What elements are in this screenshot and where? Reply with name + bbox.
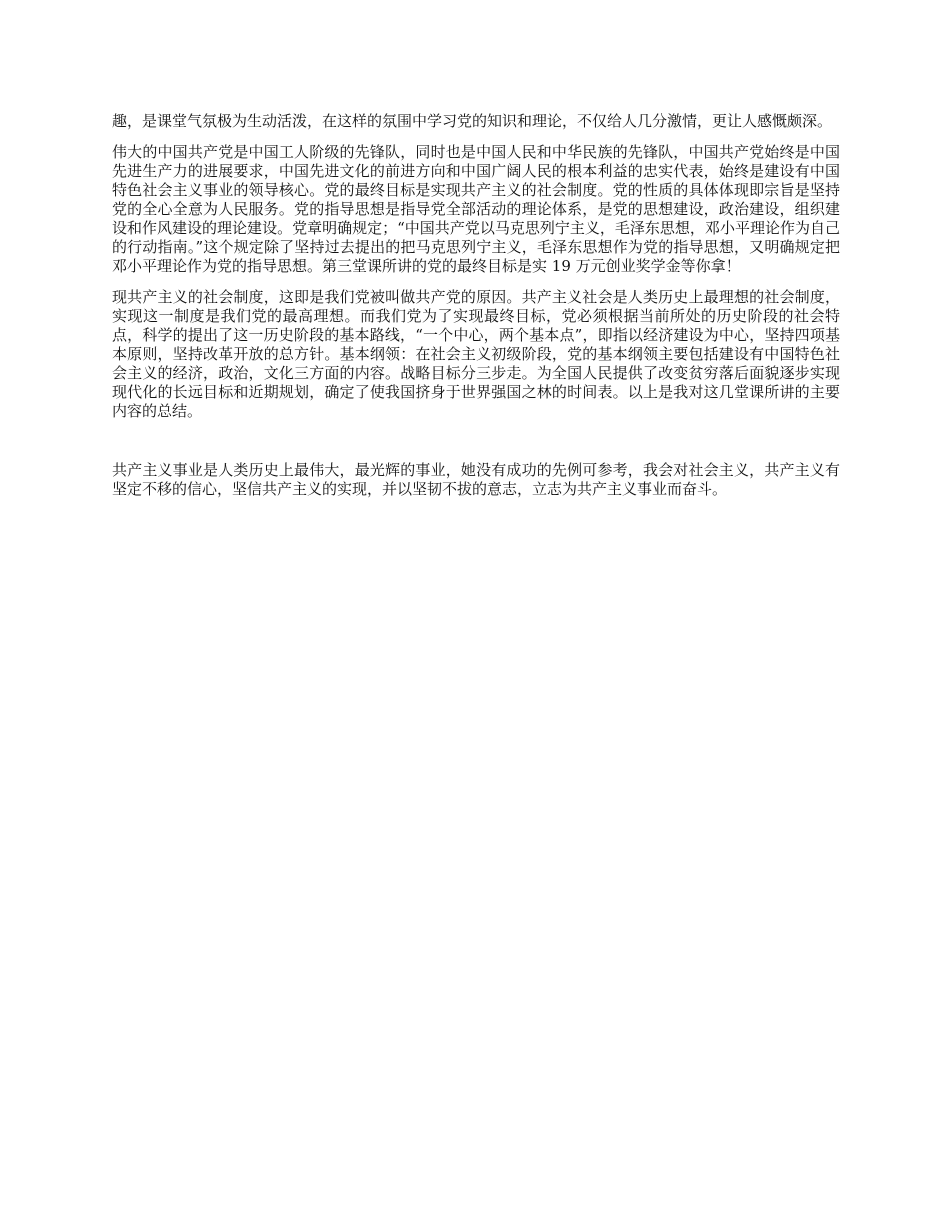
document-page	[112, 112, 840, 511]
paragraph-communism-goal: 现共产主义的社会制度，这即是我们党被叫做共产党的原因。共产主义社会是人类历史上最理想的社会制度，实现这一制度是我们党的最高理想。而我们党为了实现最终目标，党必须根据当前所处的历史阶段的社会特点，科学的提出了这一历史阶段的基本路线，“一个中心，两个基本点”，即指以经济建设为中心，坚持四项基本原则，坚持改革开放的总方针。基本纲领：在社会主义初级阶段，党的基本纲领主要包括建设有中国特色社会主义的经济，政治，文化三方面的内容。战略目标分三步走。为全国人民提供了改变贫穷落后面貌逐步实现现代化的长远目标和近期规划，确定了使我国挤身于世界强国之林的时间表。以上是我对这几堂课所讲的主要内容的总结。	[112, 288, 840, 420]
paragraph-intro: 趣，是课堂气氛极为生动活泼，在这样的氛围中学习党的知识和理论，不仅给人几分激情，更让人感慨颇深。	[112, 112, 833, 130]
paragraph-conclusion: 共产主义事业是人类历史上最伟大，最光辉的事业，她没有成功的先例可参考，我会对社会主义，共产主义有坚定不移的信心，坚信共产主义的实现，并以坚韧不拔的意志，立志为共产主义事业而奋斗。	[112, 461, 840, 498]
paragraph-party-nature: 伟大的中国共产党是中国工人阶级的先锋队，同时也是中国人民和中华民族的先锋队，中国共产党始终是中国先进生产力的进展要求，中国先进文化的前进方向和中国广阔人民的根本利益的忠实代表，始终是建设有中国特色社会主义事业的领导核心。党的最终目标是实现共产主义的社会制度。党的性质的具体体现即宗旨是坚持党的全心全意为人民服务。党的指导思想是指导党全部活动的理论体系，是党的思想建设，政治建设，组织建设和作风建设的理论建设。党章明确规定；“中国共产党以马克思列宁主义，毛泽东思想，邓小平理论作为自己的行动指南。”这个规定除了坚持过去提出的把马克思列宁主义，毛泽东思想作为党的指导思想，又明确规定把邓小平理论作为党的指导思想。第三堂课所讲的党的最终目标是实 19 万元创业奖学金等你拿！	[112, 143, 840, 275]
